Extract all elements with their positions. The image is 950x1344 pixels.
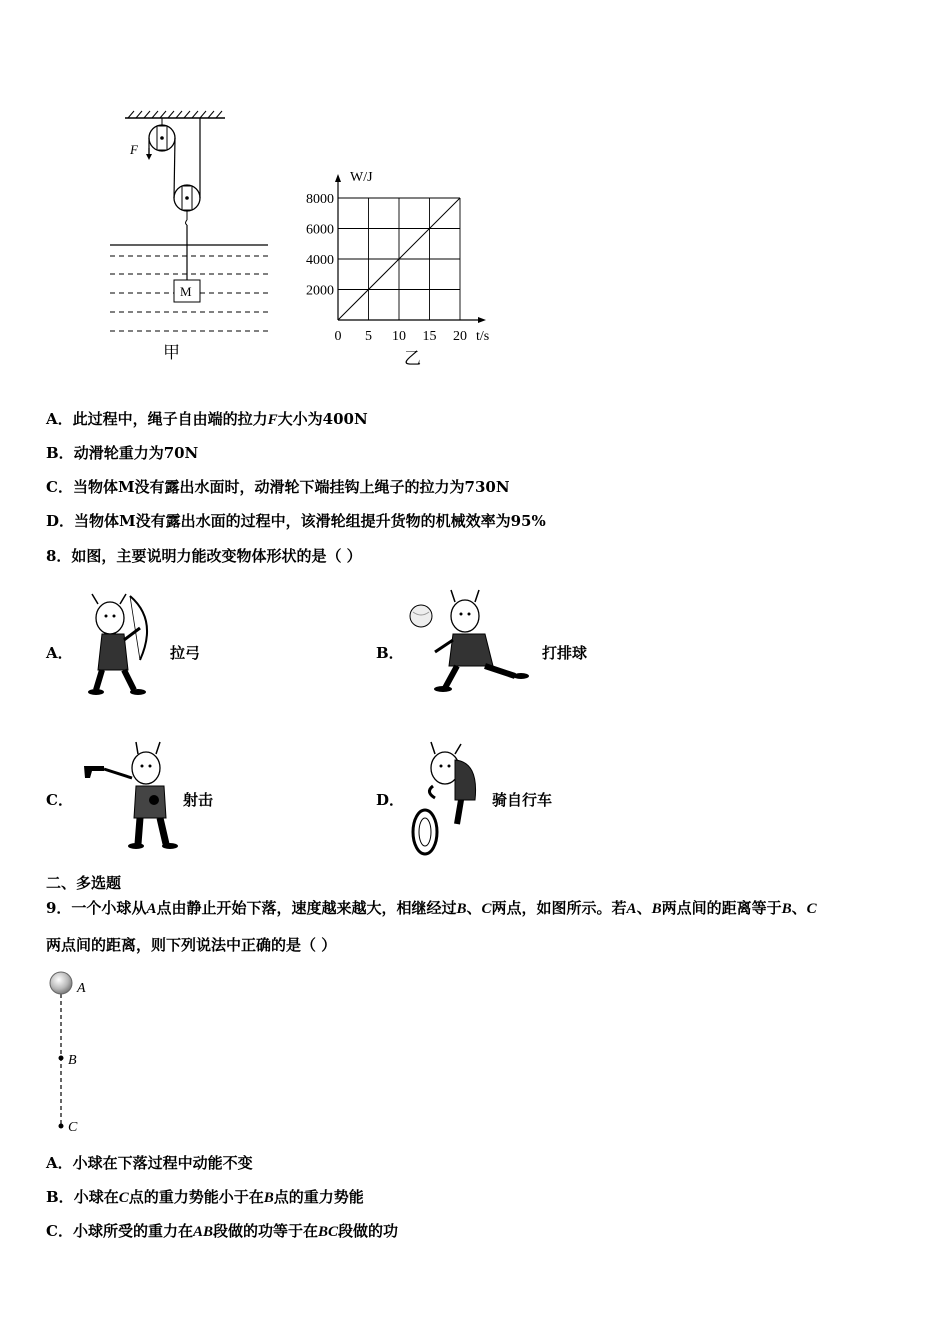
point-c-label: C [68,1120,78,1135]
q8-stem: 8．如图，主要说明力能改变物体形状的是（ ） [46,547,362,565]
archer-goat-image [80,590,166,698]
q7-option-c[interactable]: C．当物体M没有露出水面时，动滑轮下端挂钩上绳子的拉力为730N [46,478,510,496]
pulley-caption: 甲 [163,343,180,362]
q9-stem-line1: 9．一个小球从A点由静止开始下落，速度越来越大，相继经过B、C两点，如图所示。若A、B两点间的距离等于B、C [46,899,817,917]
pulley-diagram [100,108,280,368]
q8-option-b-caption: 打排球 [542,644,588,662]
falling-ball-diagram [44,966,104,1138]
q8-option-c-label[interactable]: C． [46,791,73,809]
x-axis-label: t/s [476,329,490,344]
work-time-chart [290,160,510,370]
q8-option-a-label[interactable]: A． [46,644,73,662]
chart-caption: 乙 [404,349,421,368]
q9-option-c[interactable]: C．小球所受的重力在AB段做的功等于在BC段做的功 [46,1222,399,1240]
y-axis-label: W/J [350,170,373,185]
y-tick-label: 2000 [306,283,334,299]
q7-option-b[interactable]: B．动滑轮重力为70N [46,444,199,462]
ball-icon [50,972,72,994]
q8-option-b-label[interactable]: B． [376,644,404,662]
point-a-label: A [77,981,86,996]
q7-option-d[interactable]: D．当物体M没有露出水面的过程中，该滑轮组提升货物的机械效率为95% [46,512,546,530]
y-tick-label: 6000 [306,222,334,238]
chart-axes [335,170,489,344]
y-axis-arrow [335,174,341,182]
x-tick-label: 5 [365,329,372,344]
x-tick-label: 15 [422,329,437,344]
y-tick-label: 4000 [306,253,334,268]
q8-option-d-caption: 骑自行车 [492,791,553,809]
q7-option-a[interactable]: A．此过程中，绳子自由端的拉力F大小为400N [46,410,368,428]
x-tick-label: 0 [334,329,342,344]
q8-option-c-caption: 射击 [183,791,214,809]
point-b-label: B [68,1053,77,1068]
point-b-marker [59,1056,64,1061]
y-tick-label: 8000 [306,192,334,207]
x-tick-label: 10 [392,329,406,344]
force-label: F [130,142,138,157]
x-axis-arrow [478,317,486,323]
mass-label: M [180,284,192,299]
q8-option-d-label[interactable]: D． [376,791,405,809]
q9-stem-line2: 两点间的距离，则下列说法中正确的是（ ） [46,936,337,954]
section-title: 二、多选题 [46,874,122,892]
shooter-goat-image [80,738,180,850]
x-tick-label: 20 [453,329,467,344]
point-c-marker [59,1124,64,1129]
q8-option-a-caption: 拉弓 [170,644,201,662]
volleyball-goat-image [405,588,535,696]
cyclist-goat-image [405,740,487,858]
q9-option-b[interactable]: B．小球在C点的重力势能小于在B点的重力势能 [46,1188,364,1206]
q9-option-a[interactable]: A．小球在下落过程中动能不变 [46,1154,253,1172]
